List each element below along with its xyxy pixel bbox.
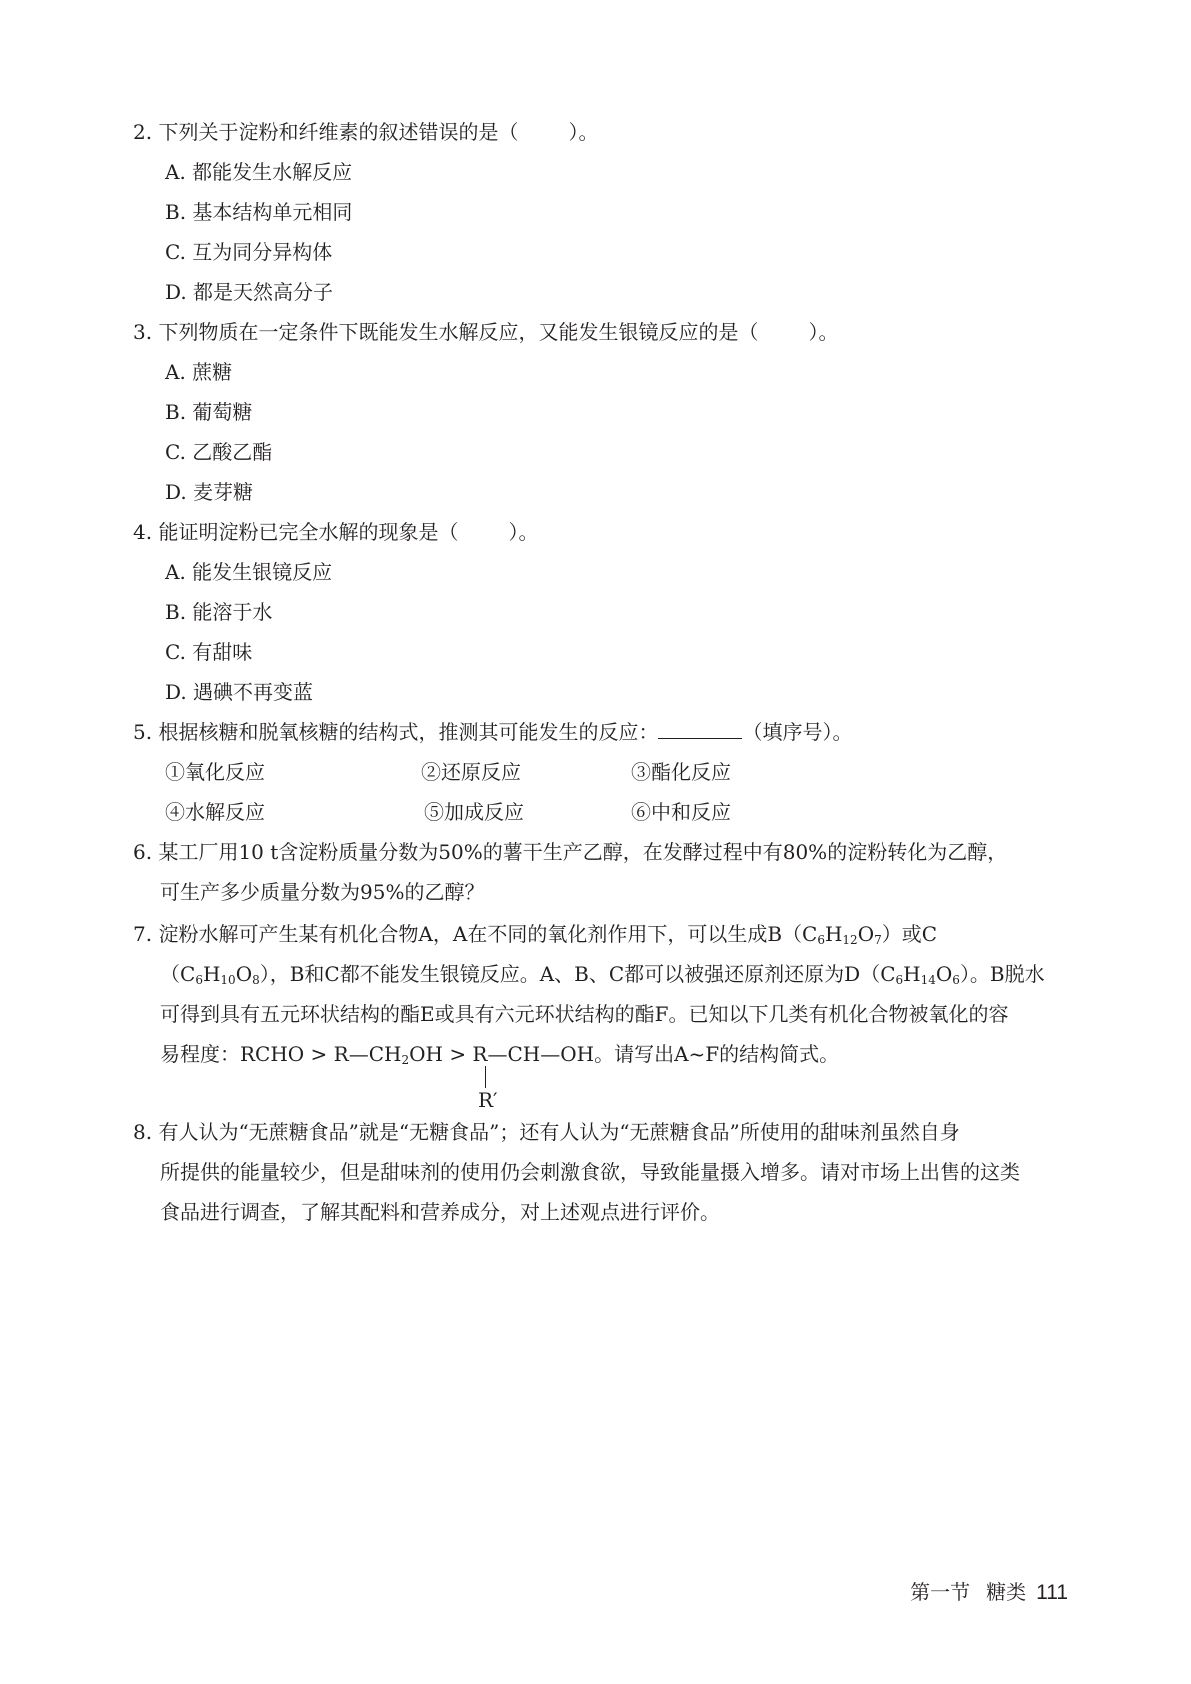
question-4-option-b: B. 能溶于水	[165, 600, 273, 624]
question-5-choice-6: ⑥中和反应	[631, 800, 731, 824]
question-6-line-1: 6. 某工厂用10 t含淀粉质量分数为50%的薯干生产乙醇，在发酵过程中有80%的淀粉转化为乙醇，	[133, 840, 1008, 864]
question-5-end: （填序号）。	[742, 720, 853, 744]
question-5-text: 5. 根据核糖和脱氧核糖的结构式，推测其可能发生的反应：	[133, 720, 659, 744]
question-2-text: 2. 下列关于淀粉和纤维素的叙述错误的是（	[133, 120, 519, 144]
question-6-line-2: 可生产多少质量分数为95%的乙醇？	[160, 880, 485, 904]
answer-blank	[658, 718, 742, 739]
question-7-line-2: $(C_6H_{10}O_8)$，B和C都不能发生银镜反应。A、B、C都可以被强还原剂还原为$D(C_6H_{14}O_6)$。B脱水	[160, 962, 1045, 987]
question-4-option-a: A. 能发生银镜反应	[165, 560, 333, 584]
question-8-line-2: 所提供的能量较少，但是甜味剂的使用仍会刺激食欲，导致能量摄入增多。请对市场上出售的这类	[160, 1160, 1020, 1184]
question-3-option-d: D. 麦芽糖	[165, 480, 254, 504]
question-2-stem	[133, 118, 598, 146]
question-2-end: ）。	[568, 120, 599, 144]
question-3-stem	[133, 318, 838, 346]
question-5-choice-2: ②还原反应	[421, 760, 521, 784]
question-2-option-a: A. 都能发生水解反应	[165, 160, 353, 184]
footer-title: 糖类	[986, 1580, 1027, 1604]
question-4-option-c: C. 有甜味	[165, 640, 253, 664]
question-3-option-b: B. 葡萄糖	[165, 400, 253, 424]
question-4-text: 4. 能证明淀粉已完全水解的现象是（	[133, 520, 459, 544]
question-7-line-3: 可得到具有五元环状结构的酯E或具有六元环状结构的酯F。已知以下几类有机化合物被氧化的容	[160, 1002, 1009, 1026]
question-5-choice-1: ①氧化反应	[165, 760, 265, 784]
question-7-line-4: 易程度：RCHO > $R—CH_2OH$ > R—CH—OH。请写出A~F的结构简式。	[160, 1042, 840, 1067]
question-7-line-1: 7. 淀粉水解可产生某有机化合物A，A在不同的氧化剂作用下，可以生成$B(C_6H_{12}O_7)$或C	[133, 922, 938, 947]
structure-branch-bond	[485, 1066, 486, 1088]
question-2-option-b: B. 基本结构单元相同	[165, 200, 353, 224]
question-5-choice-5: ⑤加成反应	[424, 800, 524, 824]
page-footer	[910, 1578, 1068, 1607]
question-8-line-1: 8. 有人认为“无蔗糖食品”就是“无糖食品”；还有人认为“无蔗糖食品”所使用的甜味剂虽然自身	[133, 1120, 960, 1144]
question-8-line-3: 食品进行调查，了解其配料和营养成分，对上述观点进行评价。	[160, 1200, 720, 1224]
footer-section: 第一节	[910, 1580, 971, 1604]
question-4-stem	[133, 518, 538, 546]
question-3-option-a: A. 蔗糖	[165, 360, 233, 384]
question-5-choice-3: ③酯化反应	[631, 760, 731, 784]
page-number: 111	[1036, 1581, 1068, 1604]
question-4-end: ）。	[508, 520, 539, 544]
question-4-option-d: D. 遇碘不再变蓝	[165, 680, 314, 704]
question-3-text: 3. 下列物质在一定条件下既能发生水解反应，又能发生银镜反应的是（	[133, 320, 759, 344]
question-3-end: ）。	[808, 320, 839, 344]
question-3-option-c: C. 乙酸乙酯	[165, 440, 273, 464]
question-2-option-c: C. 互为同分异构体	[165, 240, 333, 264]
structure-substituent-label: R′	[478, 1088, 498, 1112]
question-5-stem	[133, 718, 852, 746]
question-2-option-d: D. 都是天然高分子	[165, 280, 334, 304]
question-5-choice-4: ④水解反应	[165, 800, 265, 824]
